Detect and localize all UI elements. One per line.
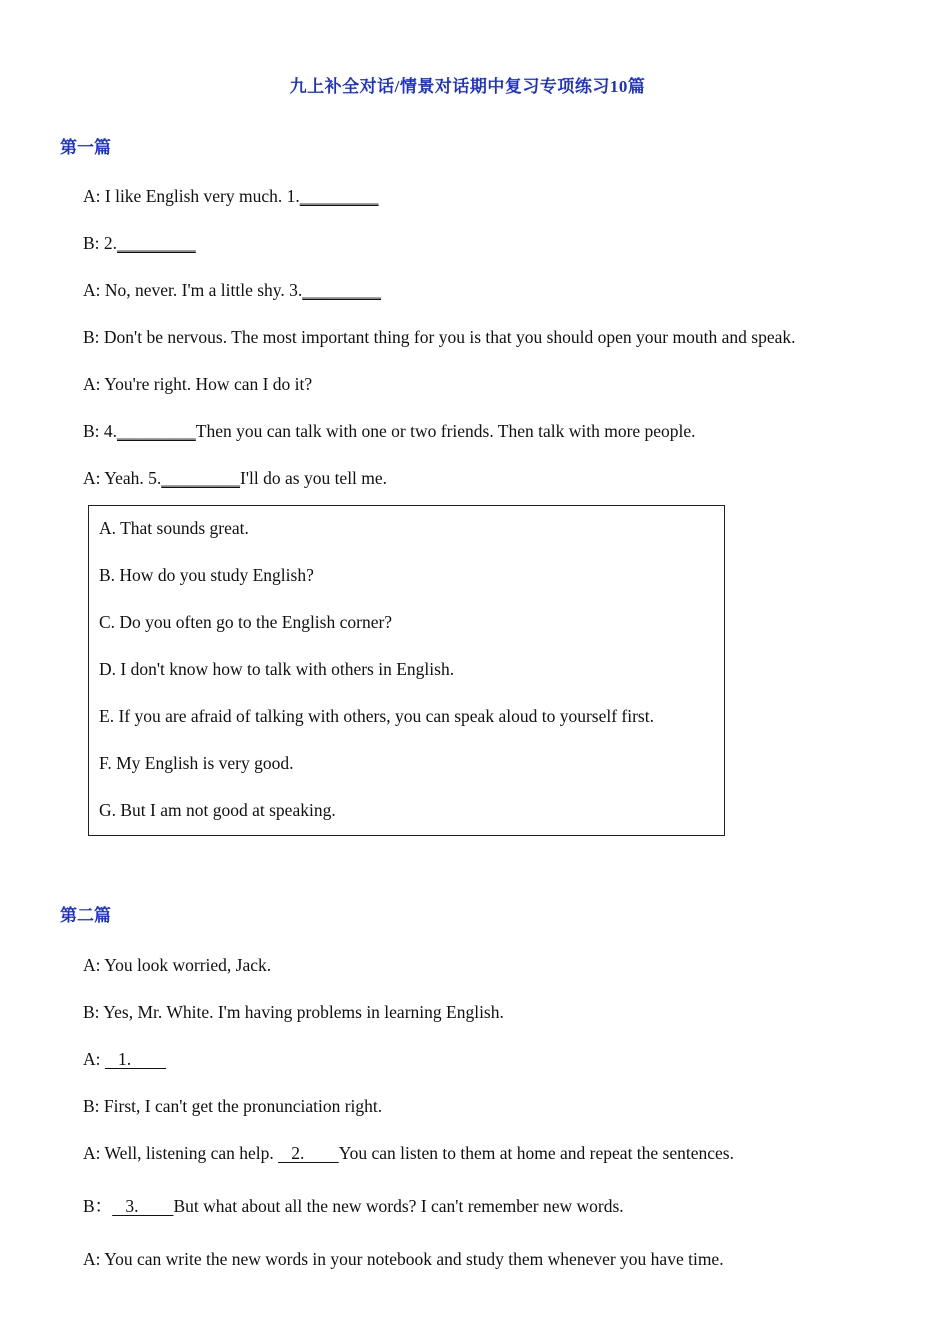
answer-blank: _________ (302, 280, 382, 300)
answer-blank: _________ (299, 186, 379, 206)
dialogue-line: B: Yes, Mr. White. I'm having problems in learning English. (83, 1002, 504, 1022)
answer-blank: 1. (104, 1049, 167, 1069)
dialogue-line: B: 2._________ (83, 233, 196, 253)
option-d: D. I don't know how to talk with others in English. (99, 659, 455, 679)
dialogue-line: A: 1. (83, 1049, 167, 1069)
dialogue-line: B: First, I can't get the pronunciation right. (83, 1096, 383, 1116)
option-f: F. My English is very good. (99, 753, 294, 773)
option-g: G. But I am not good at speaking. (99, 800, 336, 820)
option-b: B. How do you study English? (99, 565, 314, 585)
answer-blank: _________ (117, 233, 196, 253)
dialogue-line: A: Yeah. 5._________I'll do as you tell me. (83, 468, 388, 488)
dialogue-line: A: I like English very much. 1._________ (83, 186, 379, 206)
document-title: 九上补全对话/情景对话期中复习专项练习10篇 (289, 77, 646, 96)
dialogue-line: A: Well, listening can help. 2. You can listen to them at home and repeat the sentences. (83, 1143, 734, 1163)
section-1-heading: 第一篇 (60, 138, 111, 157)
dialogue-line: B： 3. But what about all the new words? I can't remember new words. (83, 1196, 624, 1216)
answer-blank: _________ (161, 468, 241, 488)
section-2-heading: 第二篇 (60, 906, 111, 925)
dialogue-line: A: No, never. I'm a little shy. 3._________ (83, 280, 382, 300)
dialogue-line: A: You're right. How can I do it? (83, 374, 313, 394)
answer-blank: 3. (112, 1196, 174, 1216)
answer-blank: 2. (278, 1143, 339, 1163)
option-e: E. If you are afraid of talking with others, you can speak aloud to yourself first. (99, 706, 654, 726)
dialogue-line: A: You can write the new words in your notebook and study them whenever you have time. (83, 1249, 724, 1269)
dialogue-line: A: You look worried, Jack. (83, 955, 272, 975)
options-box (88, 505, 725, 836)
answer-blank: _________ (117, 421, 196, 441)
dialogue-line: B: Don't be nervous. The most important thing for you is that you should open your mouth and speak. (83, 327, 796, 347)
dialogue-line: B: 4._________Then you can talk with one or two friends. Then talk with more people. (83, 421, 696, 441)
option-c: C. Do you often go to the English corner? (99, 612, 393, 632)
option-a: A. That sounds great. (99, 518, 249, 538)
